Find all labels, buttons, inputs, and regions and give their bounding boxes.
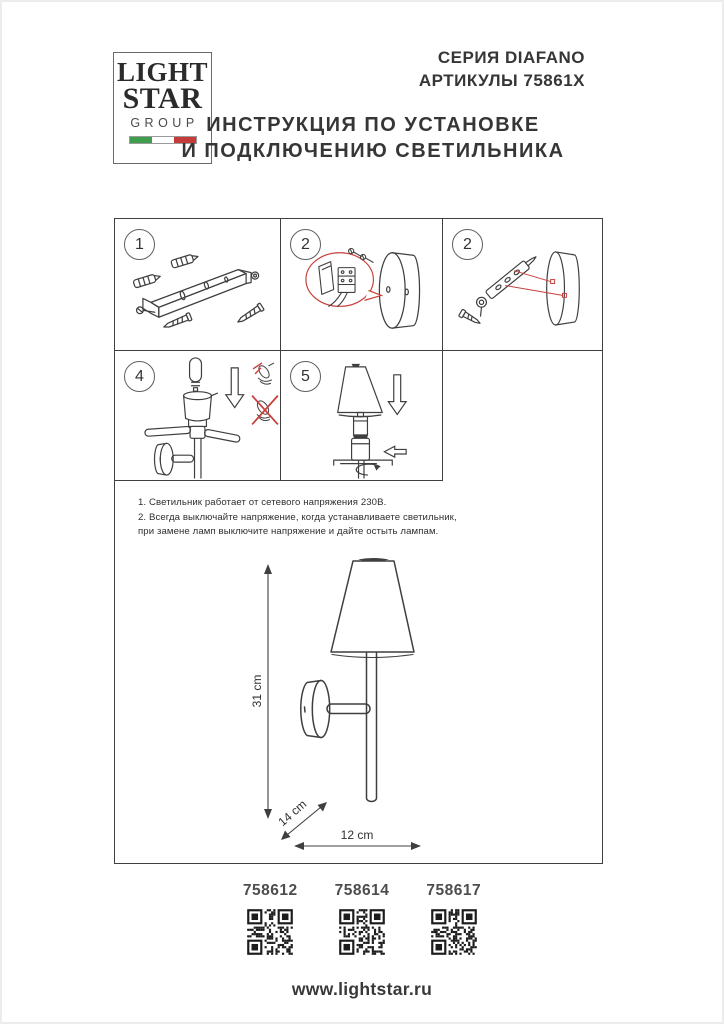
product-item (243, 882, 298, 962)
note-line-2: 2. Всегда выключайте напряжение, когда устанавливаете светильник, (138, 511, 457, 523)
logo-word-star: STAR (122, 82, 203, 115)
page-title (150, 112, 596, 164)
step-2b-panel (443, 219, 602, 351)
step-2b-number: 2 (452, 229, 483, 260)
dimension-width-label: 12 cm (340, 828, 374, 842)
step-1-panel (115, 219, 281, 351)
flag-green-segment (130, 137, 152, 143)
step-5-panel (281, 351, 443, 481)
title-line-1: ИНСТРУКЦИЯ ПО УСТАНОВКЕ (206, 114, 540, 136)
step-4-panel (115, 351, 281, 481)
note-line-1: 1. Светильник работает от сетевого напряжения 230В. (138, 497, 387, 508)
logo-word-light: LIGHT (116, 57, 209, 87)
article-number: 758612 (242, 882, 298, 899)
no-touch-bulb-crossed-icon (252, 396, 278, 425)
no-touch-bulb-icon (253, 363, 274, 384)
title-line-2: И ПОДКЛЮЧЕНИЮ СВЕТИЛЬНИКА (181, 140, 565, 162)
qr-code (429, 907, 479, 957)
product-item (335, 882, 390, 962)
instruction-panel-grid (114, 218, 603, 864)
series-name: СЕРИЯ DIAFANO (437, 48, 585, 67)
product-item (426, 882, 481, 962)
article-series: АРТИКУЛЫ 75861X (418, 71, 585, 90)
step-4-number: 4 (124, 361, 155, 392)
article-number: 758617 (426, 882, 482, 899)
logo-word-group: GROUP (130, 116, 199, 130)
article-number: 758614 (334, 882, 390, 899)
article-list (0, 882, 724, 962)
step-2-number: 2 (290, 229, 321, 260)
note-line-3: при замене ламп выключите напряжение и дайте остыть лампам. (138, 526, 439, 538)
website-url: www.lightstar.ru (291, 979, 433, 999)
dimension-depth-label: 14 cm (275, 796, 310, 829)
sconce-dimension-drawing (115, 519, 604, 865)
step-5-number: 5 (290, 361, 321, 392)
qr-code (337, 907, 387, 957)
qr-code (245, 907, 295, 957)
dimension-height-label: 31 cm (250, 674, 264, 708)
series-block (419, 46, 585, 92)
step-1-number: 1 (124, 229, 155, 260)
step-2-panel (281, 219, 443, 351)
